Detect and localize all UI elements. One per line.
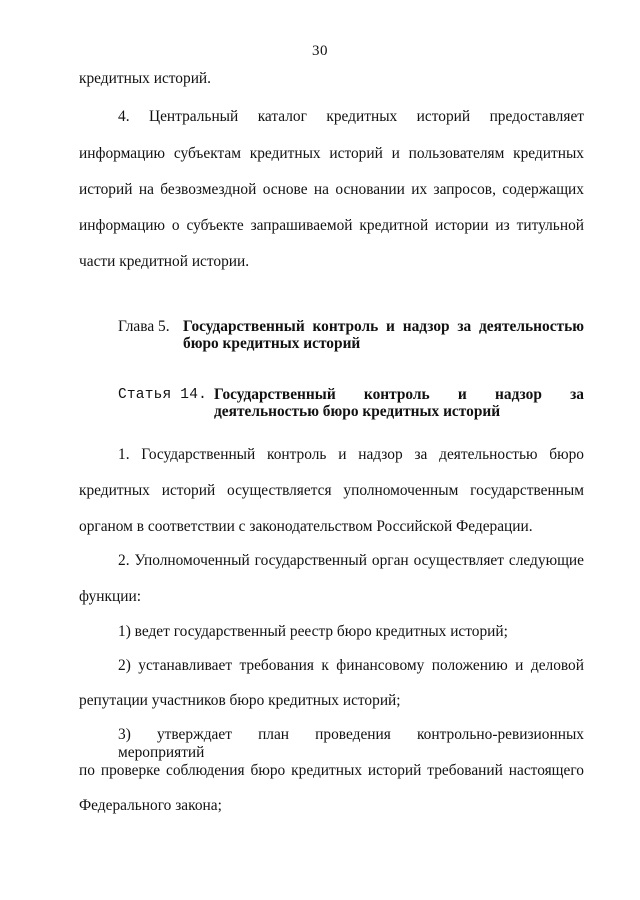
list-item-cont: по проверке соблюдения бюро кредитных историй требований настоящего xyxy=(79,762,584,779)
text-line: функции: xyxy=(79,588,141,605)
list-item-cont: Федерального закона; xyxy=(79,797,222,814)
list-item: 2) устанавливает требования к финансовому положению и деловой xyxy=(118,657,584,674)
text-line: 4. Центральный каталог кредитных историй предоставляет xyxy=(118,108,584,125)
text-line: 1. Государственный контроль и надзор за деятельностью бюро xyxy=(118,446,584,463)
text-line: историй на безвозмездной основе на основании их запросов, содержащих xyxy=(79,181,584,198)
text-line: 2. Уполномоченный государственный орган осуществляет следующие xyxy=(118,552,584,569)
text-line: части кредитной истории. xyxy=(79,253,250,270)
text-line: информацию субъектам кредитных историй и пользователям кредитных xyxy=(79,145,584,162)
text-line: кредитных историй. xyxy=(79,70,212,87)
article-title-cont: деятельностью бюро кредитных историй xyxy=(214,403,501,420)
text-line: органом в соответствии с законодательством Российской Федерации. xyxy=(79,518,533,535)
list-item-cont: репутации участников бюро кредитных историй; xyxy=(79,692,401,709)
list-item: 1) ведет государственный реестр бюро кредитных историй; xyxy=(118,623,508,640)
page-number: 30 xyxy=(312,43,328,59)
article-label: Статья 14. xyxy=(118,387,208,403)
chapter-label: Глава 5. xyxy=(118,318,170,335)
chapter-title: Государственный контроль и надзор за деятельностью xyxy=(183,318,584,335)
chapter-title-cont: бюро кредитных историй xyxy=(183,335,361,352)
article-title: Государственный контроль и надзор за xyxy=(214,386,584,403)
text-line: информацию о субъекте запрашиваемой кредитной истории из титульной xyxy=(79,217,584,234)
text-line: кредитных историй осуществляется уполномоченным государственным xyxy=(79,482,584,499)
list-item: 3) утверждает план проведения контрольно-ревизионных мероприятий xyxy=(118,726,584,761)
